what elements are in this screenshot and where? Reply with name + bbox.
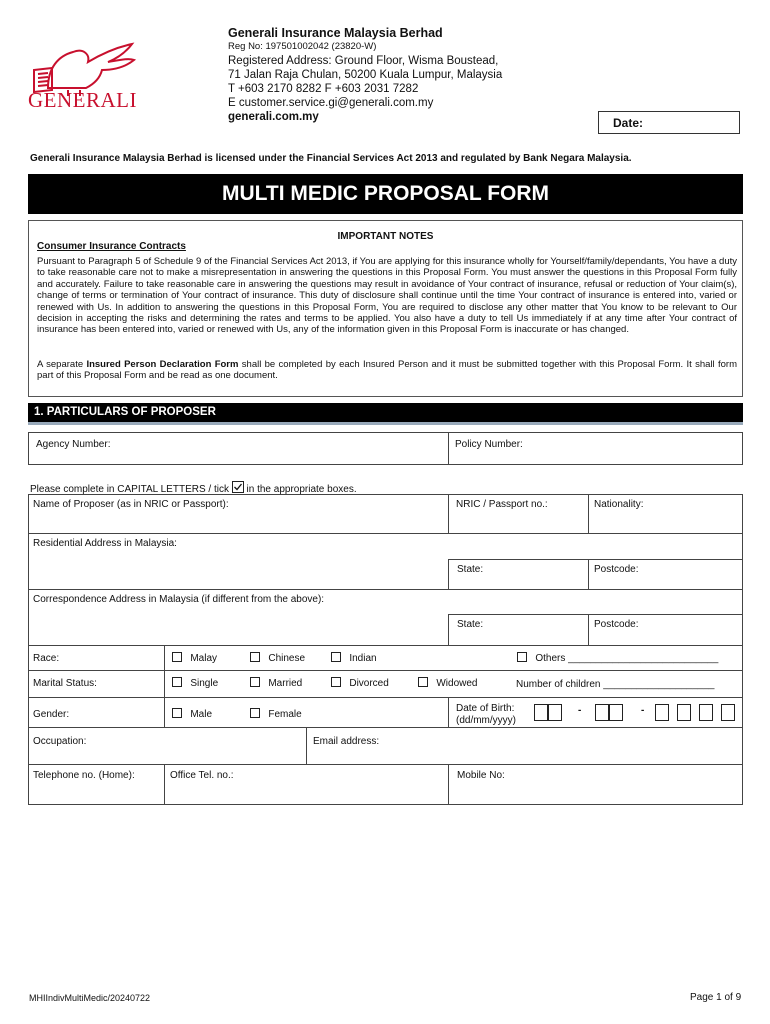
correspondence-state-field[interactable]: State: [457,619,484,630]
checkbox[interactable] [331,677,341,687]
race-option-malay[interactable] [172,652,217,664]
notes-title: IMPORTANT NOTES [337,231,434,242]
dob-separator: - [641,705,645,716]
residential-state-field[interactable]: State: [457,564,484,575]
capital-letters-instruction [30,481,357,495]
nationality-field[interactable]: Nationality: [594,499,644,510]
race-malay-label: Malay [190,653,218,664]
notes-paragraph-1: Pursuant to Paragraph 5 of Schedule 9 of the Financial Services Act 2013, if You are applying for this insurance wholly for Yourself/family/dependants, You have a duty to take reasonable care not to make a misrepresentation in answering the questions in this Proposal Form. You must answer the questions in this Proposal Form fully and accurately. Failure to take reasonable care in answering the questions may result in avoidance of Your contract of insurance, refusal or reduction of Your claim(s), change of terms or termination of Your contract of insurance. This duty of disclosure shall continue until the time Your contract of insurance is entered into, varied or renewed with Us. In addition to answering the questions in this Proposal Form, You are required to disclose any other matter that You know to be relevant to Our decision in accepting the risks and determining the rates and terms to be applied. You also have a duty to tell Us immediately if at any time after Your contract of insurance has been entered into, varied or renewed with Us, any of the information given in this Proposal Form is inaccurate or has changed. [37,256,737,336]
marital-option-single[interactable] [172,677,218,689]
checkbox[interactable] [250,677,260,687]
divider [164,764,165,805]
residential-postcode-field[interactable]: Postcode: [594,564,639,575]
policy-number-field[interactable]: Policy Number: [455,439,523,450]
company-info [228,26,502,124]
dob-year-digit-3[interactable] [699,704,713,721]
divider [448,559,449,589]
divider [448,614,449,645]
tick-checkbox-icon [232,481,244,493]
telephone-home-field[interactable]: Telephone no. (Home): [33,770,135,781]
divider [28,727,743,728]
gender-option-female[interactable] [250,708,302,720]
race-option-chinese[interactable] [250,652,305,664]
dob-year-digit-4[interactable] [721,704,735,721]
checkbox[interactable] [250,652,260,662]
dob-month-digit-1[interactable] [595,704,609,721]
dob-day-digit-1[interactable] [534,704,548,721]
notes-p2-post: shall be completed by each Insured Person and it must be submitted together with this Proposal Form. It shall form part of this Proposal Form and be read as one document. [37,359,737,382]
checkbox[interactable] [172,708,182,718]
dob-month-digit-2[interactable] [609,704,623,721]
divider [28,697,743,698]
agency-number-field[interactable]: Agency Number: [36,439,111,450]
divider [448,432,449,465]
company-email[interactable]: E customer.service.gi@generali.com.my [228,97,434,109]
nric-passport-field[interactable]: NRIC / Passport no.: [456,499,548,510]
company-address-line1: Registered Address: Ground Floor, Wisma Boustead, [228,55,499,67]
dob-year-digit-1[interactable] [655,704,669,721]
important-notes-box [28,220,743,397]
divider [448,559,743,560]
race-option-others[interactable] [517,652,718,664]
race-chinese-label: Chinese [268,653,306,664]
notes-p2-pre: A separate [37,359,87,370]
gender-option-male[interactable] [172,708,212,720]
marital-option-divorced[interactable] [331,677,389,689]
checkbox[interactable] [418,677,428,687]
company-address-line2: 71 Jalan Raja Chulan, 50200 Kuala Lumpur, Malaysia [228,69,503,81]
date-field[interactable] [598,111,740,134]
checkbox[interactable] [172,652,182,662]
checkbox[interactable] [250,708,260,718]
notes-subtitle: Consumer Insurance Contracts [37,241,186,252]
date-of-birth-label [456,703,516,727]
date-label: Date: [613,116,644,130]
gender-female-label: Female [268,709,302,720]
notes-paragraph-2 [37,359,737,382]
dob-separator: - [578,705,582,716]
divider [448,614,743,615]
race-indian-label: Indian [349,653,377,664]
divider [28,764,743,765]
checkbox[interactable] [172,677,182,687]
company-reg-no: Reg No: 197501002042 (23820-W) [228,41,377,52]
checkbox[interactable] [517,652,527,662]
license-statement: Generali Insurance Malaysia Berhad is licensed under the Financial Services Act 2013 and regulated by Bank Negara Malaysia. [30,153,632,164]
divider [28,670,743,671]
race-others-label: Others ___________________________ [535,653,719,664]
notes-p2-bold: Insured Person Declaration Form [86,359,239,370]
occupation-field[interactable]: Occupation: [33,736,87,747]
marital-status-label: Marital Status: [33,678,97,689]
divider [164,645,165,727]
divider [28,589,743,590]
checkbox[interactable] [331,652,341,662]
divider [448,697,449,727]
marital-married-label: Married [268,678,303,689]
office-tel-field[interactable]: Office Tel. no.: [170,770,234,781]
mobile-no-field[interactable]: Mobile No: [457,770,505,781]
section-1-title: 1. PARTICULARS OF PROPOSER [28,403,743,425]
divider [448,764,449,805]
number-of-children-field[interactable]: Number of children ____________________ [516,679,715,690]
divider [588,494,589,533]
divider [448,494,449,533]
dob-label-line1: Date of Birth: [456,703,515,714]
company-website[interactable]: generali.com.my [228,111,319,123]
instruction-post: in the appropriate boxes. [246,484,357,495]
divider [588,559,589,589]
gender-label: Gender: [33,709,70,720]
marital-option-married[interactable] [250,677,302,689]
race-option-indian[interactable] [331,652,377,664]
email-address-field[interactable]: Email address: [313,736,380,747]
divider [588,614,589,645]
correspondence-address-field[interactable]: Correspondence Address in Malaysia (if different from the above): [33,594,325,605]
gender-male-label: Male [190,709,213,720]
correspondence-postcode-field[interactable]: Postcode: [594,619,639,630]
page-number: Page 1 of 9 [690,992,742,1003]
marital-divorced-label: Divorced [349,678,389,689]
race-label: Race: [33,653,60,664]
marital-option-widowed[interactable] [418,677,477,689]
divider [28,645,743,646]
marital-single-label: Single [190,678,219,689]
agency-policy-row [28,432,743,465]
instruction-pre: Please complete in CAPITAL LETTERS / tick [30,484,229,495]
dob-label-line2: (dd/mm/yyyy) [456,715,516,726]
form-title: MULTI MEDIC PROPOSAL FORM [28,174,743,214]
form-code: MHIIndivMultiMedic/20240722 [29,993,151,1003]
dob-day-digit-2[interactable] [548,704,562,721]
proposer-name-field[interactable]: Name of Proposer (as in NRIC or Passport): [33,499,229,510]
marital-widowed-label: Widowed [436,678,478,689]
residential-address-field[interactable]: Residential Address in Malaysia: [33,538,177,549]
divider [28,533,743,534]
divider [306,727,307,764]
generali-logo-text: GENERALI [28,88,137,112]
company-name: Generali Insurance Malaysia Berhad [228,26,443,40]
dob-year-digit-2[interactable] [677,704,691,721]
company-phone: T +603 2170 8282 F +603 2031 7282 [228,83,419,95]
